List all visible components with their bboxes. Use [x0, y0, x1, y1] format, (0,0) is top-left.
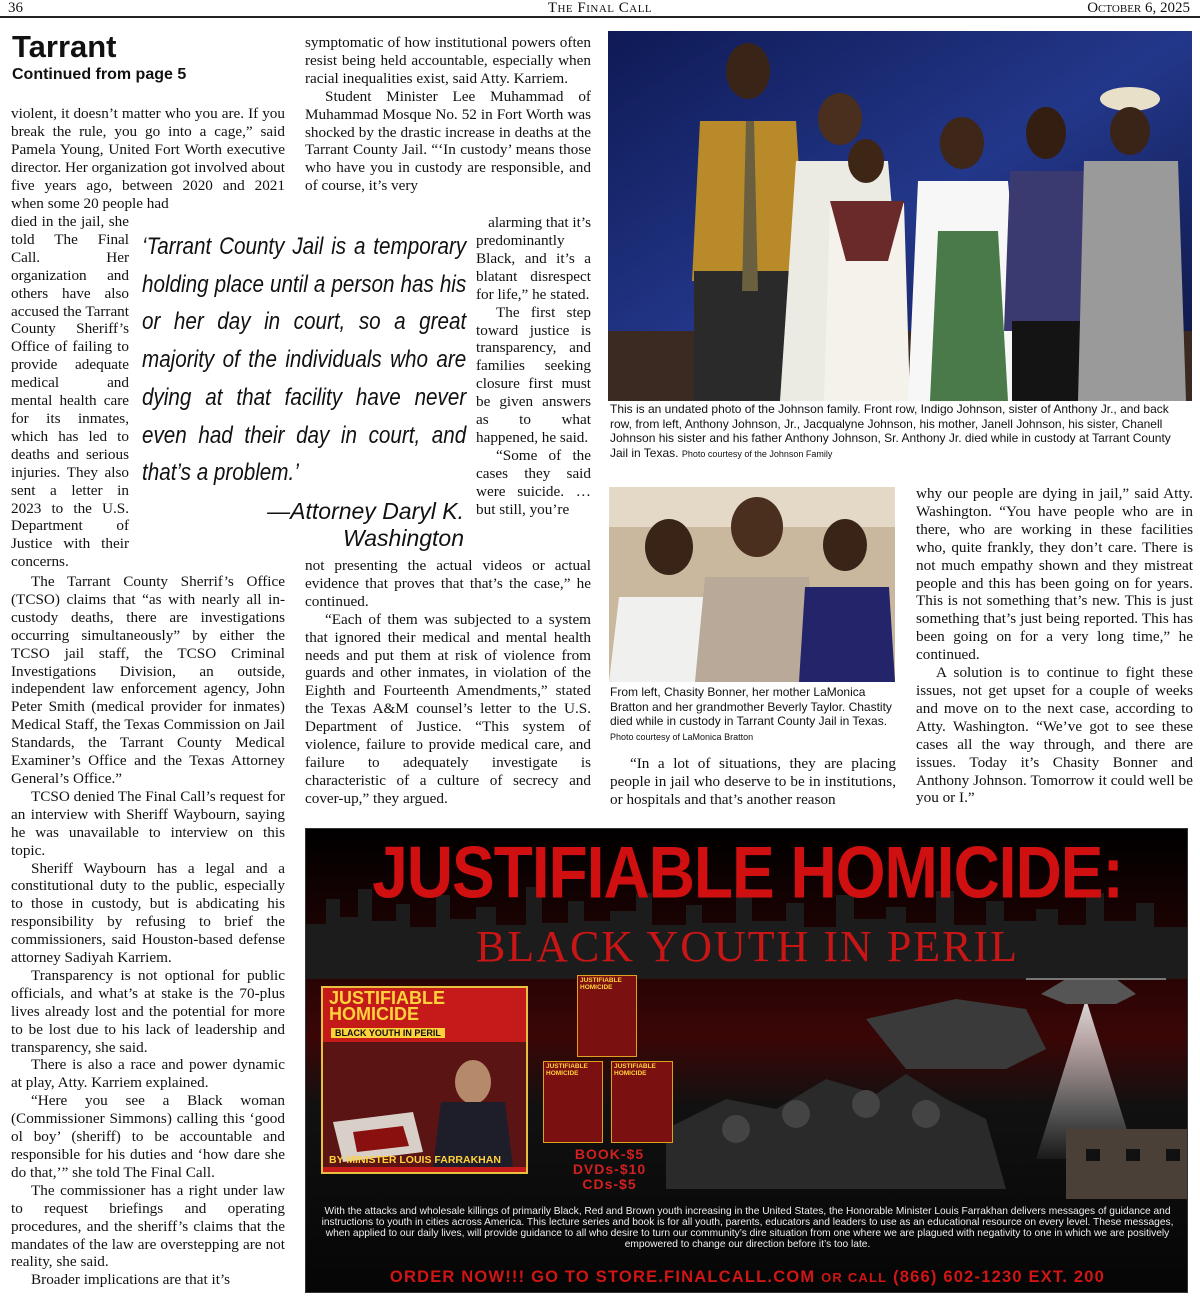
pull-quote-attribution: —Attorney Daryl K. Washington: [267, 498, 464, 551]
page-header: [0, 0, 1200, 18]
family-photo-illustration: [608, 31, 1192, 401]
article-column-2-narrow: [476, 232, 591, 519]
article-column-1-lead: [11, 105, 285, 212]
order-or: OR CALL: [821, 1270, 888, 1285]
page-number: 36: [8, 0, 23, 16]
bonner-family-photo: [609, 487, 895, 682]
pull-quote: ‘Tarrant County Jail is a temporary holding place until a person has his or her day in court, so a great majority of the individuals who are dying at that facility have never even had their day in court, and that’s a problem.’: [142, 233, 467, 487]
order-website[interactable]: ORDER NOW!!! GO TO STORE.FINALCALL.COM: [389, 1268, 816, 1286]
dvd-title: JUSTIFIABLE HOMICIDE: [580, 977, 622, 991]
book-subtitle: BLACK YOUTH IN PERIL: [331, 1028, 445, 1038]
paragraph: “Some of the cases they said were suicide. … but still, you’re: [476, 446, 591, 518]
price-list: [542, 1147, 677, 1192]
paragraph: The Tarrant County Sherrif’s Office (TCSO) claims that “as with nearly all in-custody deaths, there are investigations occurring simultaneously” by either the TCSO jail staff, the TCSO Criminal Investigations Division, an outside, independent law enforcement agency, John Peter Smith (medical provider for inmates) Medical Staff, the Texas Commission on Jail Standards, the Tarrant County Medical Examiner’s Office and the Texas Attorney General’s Office.”: [11, 573, 285, 787]
paragraph: There is also a race and power dynamic at play, Atty. Karriem explained.: [11, 1056, 285, 1092]
paragraph: Transparency is not optional for public officials, and what’s at stake is the 70-plus lives already lost and the potential for more to be lost due to his lack of leadership and transparency, she said.: [11, 966, 285, 1056]
dvd-case[interactable]: [577, 975, 637, 1057]
dvd-title: JUSTIFIABLE HOMICIDE: [546, 1063, 588, 1077]
johnson-family-photo: [608, 31, 1192, 401]
bonner-photo-illustration: [609, 487, 895, 682]
article-column-2-bottom: [305, 557, 591, 808]
paragraph: Student Minister Lee Muhammad of Muhammad Mosque No. 52 in Fort Worth was shocked by the drastic increase in deaths at the Tarrant County Jail. “‘In custody’ means those who have you in custody are responsible, and of course, it’s very: [305, 87, 591, 195]
article-column-1-narrow: [11, 213, 129, 571]
dvd-title: JUSTIFIABLE HOMICIDE: [614, 1063, 656, 1077]
article-headline: Tarrant: [12, 29, 117, 64]
paragraph: why our people are dying in jail,” said Atty. Washington. “You have people who are in there, who are working in these facilities who, quite frankly, they don’t care. There is not much empathy shown and they mistreat people and this has been going on for years. This is not something that’s new. This is just something that’s just being reported. This has been going on for a very long time,” he continued.: [916, 485, 1193, 664]
paragraph: TCSO denied The Final Call’s request for an interview with Sheriff Waybourn, saying he was unavailable to interview on this topic.: [11, 787, 285, 859]
photo-credit: Photo courtesy of LaMonica Bratton: [610, 731, 754, 742]
dvd-case[interactable]: [543, 1061, 603, 1143]
price-book: BOOK-$5: [574, 1146, 645, 1162]
book-cover[interactable]: [321, 986, 528, 1174]
continued-from-line: Continued from page 5: [12, 66, 187, 83]
paragraph: not presenting the actual videos or actual evidence that proves that that’s the case,” he continued.: [305, 557, 591, 610]
article-column-1: [11, 573, 285, 1289]
paragraph: violent, it doesn’t matter who you are. If you break the rule, you go into a cage,” said Pamela Young, United Fort Worth executive director. Her organization got involved about five years ago, between 2020 and 2021 when some 20 people had: [11, 105, 285, 212]
photo-credit: Photo courtesy of the Johnson Family: [681, 448, 833, 459]
ad-headline: JUSTIFIABLE HOMICIDE:: [372, 830, 1123, 914]
paragraph: A solution is to continue to fight these issues, not get upset for a couple of weeks and move on to the next case, according to Atty. Washington. “We’ve got to see these cases all the way through, and there are issues. Today it’s Chasity Bonner and Anthony Johnson. Tomorrow it could well be you or I.”: [916, 664, 1193, 807]
article-column-4: [916, 485, 1193, 807]
caption-text: This is an undated photo of the Johnson family. Front row, Indigo Johnson, sister of Anthony Jr., and back row, from left, Anthony Johnson, Jr., Jacqualyne Johnson, his mother, Janell Johnson, his sister, Chanell Johnson his sister and his father Anthony Johnson, Sr. Anthony Jr. died while in custody at Tarrant County Jail in Texas.: [610, 402, 1171, 460]
paragraph: The first step toward justice is transparency, and families seeking closure first must be given answers as to what happened, he said.: [476, 303, 591, 446]
dvd-case[interactable]: [611, 1061, 673, 1143]
order-line[interactable]: [306, 1268, 1188, 1287]
paragraph: Sheriff Waybourn has a legal and a constitutional duty to the public, especially to those in custody, but is abdicating his responsibility by refusing to brief the commissioners, said Houston-based defense attorney Sadiyah Karriem.: [11, 859, 285, 967]
price-cd: CDs-$5: [582, 1176, 637, 1192]
paragraph: “Here you see a Black woman (Commissioner Simmons) calling this ‘good ol boy’ (sheriff) to be accountable and responsible for his duties and ‘how dare she do that,’” she told The Final Call.: [11, 1092, 285, 1181]
paragraph: died in the jail, she told The Final Call. Her organization and others have also accused the Tarrant County Sheriff’s Office of failing to provide adequate medical and mental health care for its inmates, which has led to deaths and serious injuries. They also sent a letter in 2023 to the U.S. Department of Justice with their concerns.: [11, 213, 129, 571]
article-column-2-wrap: [462, 214, 591, 232]
newspaper-name: The Final Call: [547, 0, 653, 16]
book-title: JUSTIFIABLE HOMICIDE: [329, 988, 446, 1024]
paragraph: predominantly Black, and it’s a blatant disrespect for life,” he stated.: [476, 232, 591, 303]
paragraph: alarming that it’s: [488, 214, 591, 231]
paragraph: “In a lot of situations, they are placing people in jail who deserve to be in institutions, or hospitals and that’s another reason: [610, 755, 896, 808]
caption-text: From left, Chasity Bonner, her mother LaMonica Bratton and her grandmother Beverly Taylor. Chastity died while in custody in Tarrant County Jail in Texas.: [610, 685, 892, 729]
article-column-3: [610, 755, 896, 809]
article-column-2-top: [305, 34, 591, 195]
photo1-caption: [610, 402, 1192, 461]
book-author: BY MINISTER LOUIS FARRAKHAN: [329, 1154, 501, 1166]
paragraph: The commissioner has a right under law to request briefings and operating procedures, and the sheriff’s claims that the mandates of the law are overstepping are not reality, she said.: [11, 1181, 285, 1271]
paragraph: Broader implications are that it’s: [31, 1271, 231, 1289]
price-dvd: DVDs-$10: [572, 1161, 647, 1177]
paragraph: “Each of them was subjected to a system that ignored their medical and mental health needs and put them at risk of violence from guards and other inmates, in violation of the Eighth and Fourteenth Amendments,” stated the Texas A&M counsel’s letter to the U.S. Department of Justice. “This system of violence, failure to provide medical care, and failure to adequately investigate is characteristic of a culture of secrecy and cover-up,” they argued.: [305, 610, 591, 807]
book-cover-art: [323, 1042, 526, 1167]
paragraph: symptomatic of how institutional powers often resist being held accountable, especially when racial inequalities exist, said Atty. Karriem.: [305, 34, 591, 87]
order-phone[interactable]: (866) 602-1230 EXT. 200: [893, 1268, 1106, 1286]
issue-date: October 6, 2025: [1087, 0, 1190, 16]
advertisement-justifiable-homicide[interactable]: [305, 828, 1188, 1293]
photo2-caption: [610, 685, 900, 744]
ad-description: With the attacks and wholesale killings of primarily Black, Red and Brown youth increasing in the United States, the Honorable Minister Louis Farrakhan delivers messages of guidance and instructions to youth in cities across America. This lecture series and book is for all youth, parents, educators and leaders to use as an educational resource on every level. These messages, when applied to our daily lives, will provide guidance to all who desire to turn our community’s dire situation from one where we are plagued with negativity to one in which we are positively empowered to change our direction before it’s too late.: [321, 1206, 1174, 1250]
ad-subheadline: BLACK YOUTH IN PERIL: [475, 922, 1020, 971]
